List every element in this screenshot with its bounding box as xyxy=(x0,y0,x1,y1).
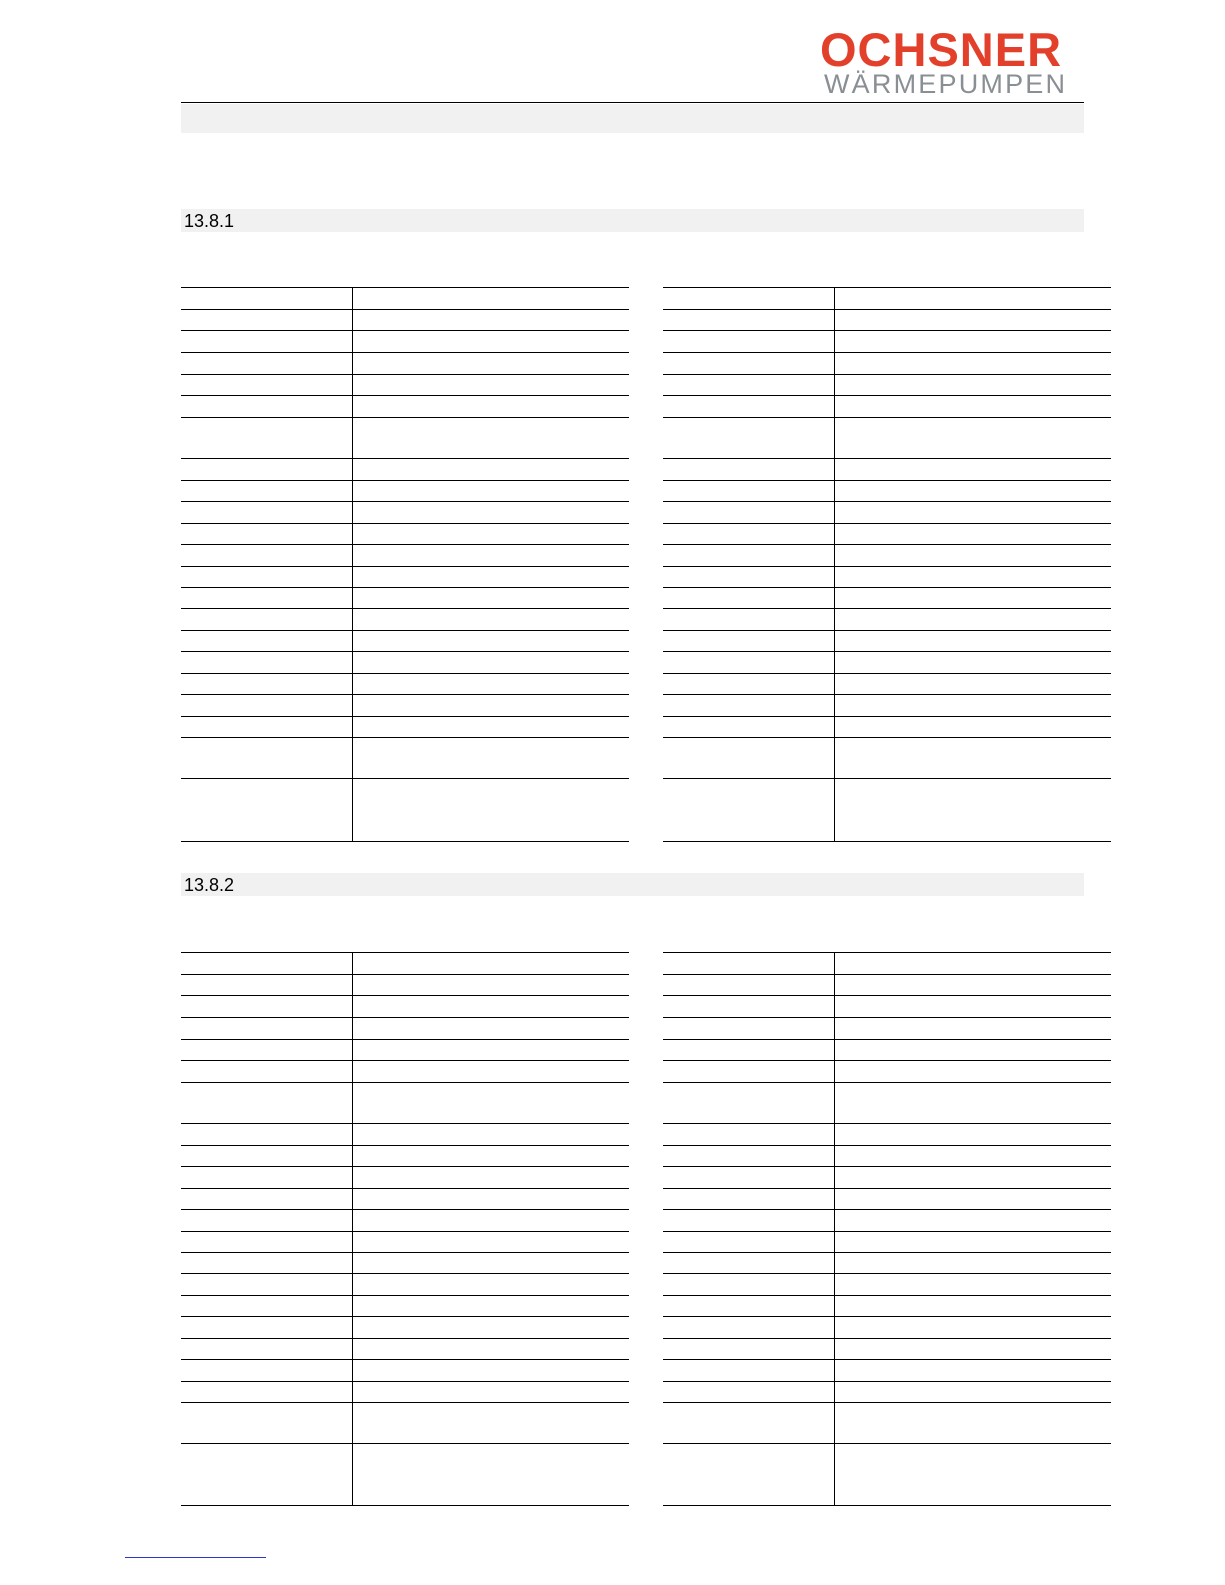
table-row-rule xyxy=(663,1252,1111,1253)
table-row-rule xyxy=(181,330,629,331)
table-row-rule xyxy=(181,352,629,353)
table-row-rule xyxy=(663,608,1111,609)
table-row-rule xyxy=(181,630,629,631)
table-top-rule xyxy=(663,287,1111,288)
table-row-rule xyxy=(663,566,1111,567)
table-13-8-2-left xyxy=(181,952,629,1506)
table-row-rule xyxy=(181,673,629,674)
table-row-rule xyxy=(181,544,629,545)
table-column-divider xyxy=(834,287,835,842)
table-row-rule xyxy=(663,1338,1111,1339)
table-row-rule xyxy=(663,1039,1111,1040)
table-row-rule xyxy=(181,480,629,481)
table-row-rule xyxy=(663,1443,1111,1444)
table-row-rule xyxy=(663,1359,1111,1360)
table-row-rule xyxy=(181,1123,629,1124)
table-row-rule xyxy=(663,1060,1111,1061)
table-row-rule xyxy=(181,1188,629,1189)
table-row-rule xyxy=(663,587,1111,588)
table-row-rule xyxy=(663,374,1111,375)
table-row-rule xyxy=(663,352,1111,353)
table-row-rule xyxy=(663,395,1111,396)
table-row-rule xyxy=(663,544,1111,545)
table-row-rule xyxy=(181,1082,629,1083)
table-row-rule xyxy=(181,1381,629,1382)
table-row-rule xyxy=(181,651,629,652)
table-row-rule xyxy=(663,480,1111,481)
table-row-rule xyxy=(663,995,1111,996)
table-row-rule xyxy=(181,1338,629,1339)
table-row-rule xyxy=(181,1209,629,1210)
table-row-rule xyxy=(663,458,1111,459)
table-row-rule xyxy=(181,778,629,779)
table-row-rule xyxy=(181,737,629,738)
table-row-rule xyxy=(181,1060,629,1061)
table-row-rule xyxy=(181,841,629,842)
table-row-rule xyxy=(181,1295,629,1296)
table-row-rule xyxy=(663,1209,1111,1210)
table-row-rule xyxy=(181,608,629,609)
table-top-rule xyxy=(181,287,629,288)
table-row-rule xyxy=(181,309,629,310)
table-row-rule xyxy=(181,1231,629,1232)
header-rule xyxy=(181,102,1084,103)
table-row-rule xyxy=(181,995,629,996)
table-top-rule xyxy=(663,952,1111,953)
table-row-rule xyxy=(663,651,1111,652)
table-row-rule xyxy=(663,737,1111,738)
table-row-rule xyxy=(181,1039,629,1040)
table-row-rule xyxy=(663,417,1111,418)
table-row-rule xyxy=(181,566,629,567)
table-row-rule xyxy=(181,1273,629,1274)
table-row-rule xyxy=(181,523,629,524)
ochsner-logo xyxy=(820,23,1082,99)
table-13-8-2-right xyxy=(663,952,1111,1506)
table-row-rule xyxy=(663,309,1111,310)
table-row-rule xyxy=(663,974,1111,975)
table-row-rule xyxy=(663,1402,1111,1403)
section-heading-13-8-2 xyxy=(181,873,1084,896)
table-row-rule xyxy=(181,395,629,396)
table-row-rule xyxy=(663,1505,1111,1506)
table-row-rule xyxy=(663,1188,1111,1189)
table-row-rule xyxy=(181,1316,629,1317)
table-row-rule xyxy=(181,694,629,695)
table-row-rule xyxy=(181,1017,629,1018)
footer-link[interactable] xyxy=(125,1557,266,1558)
table-row-rule xyxy=(663,1166,1111,1167)
table-row-rule xyxy=(663,1231,1111,1232)
header-band xyxy=(181,104,1084,133)
table-row-rule xyxy=(663,1381,1111,1382)
table-top-rule xyxy=(181,952,629,953)
section-heading-13-8-1 xyxy=(181,209,1084,232)
table-row-rule xyxy=(181,1443,629,1444)
section-number: 13.8.1 xyxy=(184,211,235,231)
table-row-rule xyxy=(663,841,1111,842)
table-column-divider xyxy=(352,952,353,1506)
section-number: 13.8.2 xyxy=(184,875,235,895)
table-row-rule xyxy=(181,458,629,459)
table-row-rule xyxy=(181,1252,629,1253)
table-row-rule xyxy=(663,1295,1111,1296)
table-row-rule xyxy=(181,417,629,418)
table-row-rule xyxy=(181,1166,629,1167)
table-row-rule xyxy=(663,501,1111,502)
table-row-rule xyxy=(663,778,1111,779)
table-row-rule xyxy=(663,1017,1111,1018)
logo-tagline: WÄRMEPUMPEN xyxy=(824,69,1068,99)
table-13-8-1-left xyxy=(181,287,629,842)
table-row-rule xyxy=(663,1082,1111,1083)
table-row-rule xyxy=(663,716,1111,717)
table-row-rule xyxy=(663,694,1111,695)
table-row-rule xyxy=(181,1359,629,1360)
table-13-8-1-right xyxy=(663,287,1111,842)
table-column-divider xyxy=(352,287,353,842)
table-row-rule xyxy=(181,374,629,375)
table-row-rule xyxy=(663,673,1111,674)
table-row-rule xyxy=(663,1273,1111,1274)
table-row-rule xyxy=(181,501,629,502)
table-row-rule xyxy=(663,1123,1111,1124)
table-row-rule xyxy=(663,1145,1111,1146)
table-row-rule xyxy=(181,716,629,717)
table-row-rule xyxy=(181,974,629,975)
table-column-divider xyxy=(834,952,835,1506)
table-row-rule xyxy=(663,523,1111,524)
logo-wordmark: OCHSNER xyxy=(820,23,1063,76)
table-row-rule xyxy=(663,330,1111,331)
table-row-rule xyxy=(181,1505,629,1506)
table-row-rule xyxy=(663,1316,1111,1317)
table-row-rule xyxy=(181,1145,629,1146)
table-row-rule xyxy=(181,1402,629,1403)
table-row-rule xyxy=(181,587,629,588)
table-row-rule xyxy=(663,630,1111,631)
